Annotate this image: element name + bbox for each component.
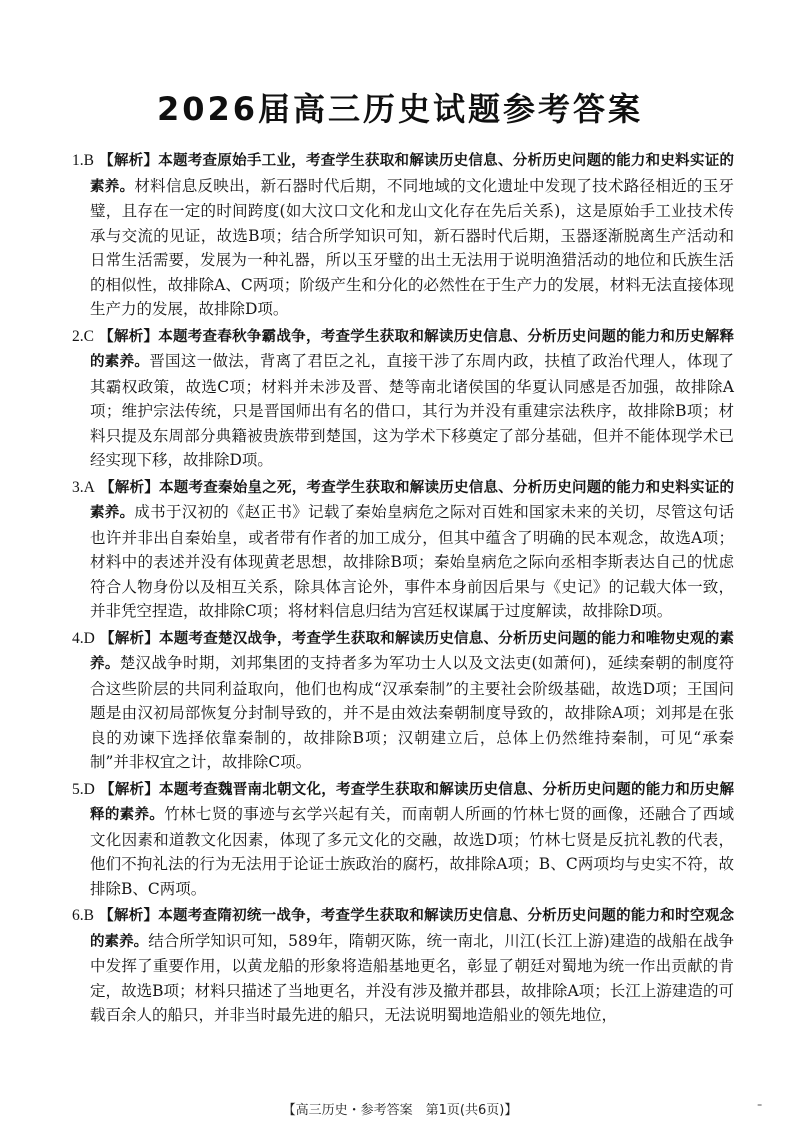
answer-text: 楚汉战争时期，刘邦集团的支持者多为军功士人以及文法吏(如萧何)，延续秦朝的制度符合这些阶层的共同利益取向，他们也构成“汉承秦制”的主要社会阶级基础，故选D项；王国问题是由汉初局部恢复分封制导致的，并不是由效法秦朝制度导致的，故排除A项；刘邦是在张良的劝谏下选择依靠秦制的，故排除B项；汉朝建立后，总体上仍然维持秦制，可见“承秦制”并非权宜之计，故排除C项。 (90, 654, 734, 771)
page-footer: 【高三历史・参考答案 第1页(共6页)】 (282, 1103, 518, 1118)
answer-number: 4.D (72, 629, 95, 647)
answer-lead: 【解析】本题考查魏晋南北朝文化，考查学生获取和解读历史信息、分析历史问题的能力和历史解释的素养。 (90, 781, 734, 823)
answer-item-3 (72, 475, 734, 624)
answer-text: 材料信息反映出，新石器时代后期，不同地域的文化遗址中发现了技术路径相近的玉牙璧，且存在一定的时间跨度(如大汶口文化和龙山文化存在先后关系)，这是原始手工业技术传承与交流的见证，故选B项；结合所学知识可知，新石器时代后期，玉器逐渐脱离生产活动和日常生活需要，发展为一种礼器，所以玉牙璧的出土无法用于说明渔猎活动的地位和氏族生活的相似性，故排除A、C两项；阶级产生和分化的必然性在于生产力的发展，材料无法直接体现生产力的发展，故排除D项。 (90, 176, 735, 318)
answer-text: 晋国这一做法，背离了君臣之礼，直接干涉了东周内政，扶植了政治代理人，体现了其霸权政策，故选C项；材料并未涉及晋、楚等南北诸侯国的华夏认同感是否加强，故排除A项；维护宗法传统，只是晋国师出有名的借口，其行为并没有重建宗法秩序，故排除B项；材料只提及东周部分典籍被贵族带到楚国，这为学术下移奠定了部分基础，但并不能体现学术已经实现下移，故排除D项。 (90, 352, 734, 469)
answer-number: 1.B (72, 152, 94, 169)
answer-number: 2.C (72, 327, 94, 345)
answer-number: 3.A (72, 478, 95, 496)
answer-lead: 【解析】本题考查秦始皇之死，考查学生获取和解读历史信息、分析历史问题的能力和史料实证的素养。 (90, 479, 734, 521)
answer-lead: 【解析】本题考查隋初统一战争，考查学生获取和解读历史信息、分析历史问题的能力和时空观念的素养。 (90, 908, 734, 950)
answer-item-4 (72, 626, 734, 775)
answer-lead: 【解析】本题考查楚汉战争，考查学生获取和解读历史信息、分析历史问题的能力和唯物史观的素养。 (90, 630, 734, 672)
corner-mark: ⁼ (757, 1102, 763, 1113)
answer-item-1 (72, 148, 734, 322)
answer-number: 6.B (72, 907, 94, 924)
answer-text: 成书于汉初的《赵正书》记载了秦始皇病危之际对百姓和国家未来的关切，尽管这句话也许并非出自秦始皇，或者带有作者的加工成分，但其中蕴含了明确的民本观念，故选A项；材料中的表述并没有体现黄老思想，故排除B项；秦始皇病危之际向丞相李斯表达自己的忧虑符合人物身份以及相互关系，除具体言论外，事件本身前因后果与《史记》的记载大体一致，并非凭空捏造，故排除C项；将材料信息归结为宫廷权谋属于过度解读，故排除D项。 (90, 503, 735, 620)
answer-item-6 (72, 903, 734, 1028)
answer-text: 竹林七贤的事迹与玄学兴起有关，而南朝人所画的竹林七贤的画像，还融合了西域文化因素和道教文化因素，体现了多元文化的交融，故选D项；竹林七贤是反抗礼教的代表，他们不拘礼法的行为无法用于论证士族政治的腐朽，故排除A项；B、C两项均与史实不符，故排除B、C两项。 (90, 805, 734, 898)
page-title: 2026届高三历史试题参考答案 (156, 90, 644, 128)
answer-lead: 【解析】本题考查原始手工业，考查学生获取和解读历史信息、分析历史问题的能力和史料实证的素养。 (90, 153, 734, 195)
answer-item-5 (72, 777, 734, 902)
answer-number: 5.D (72, 780, 95, 798)
answer-lead: 【解析】本题考查春秋争霸战争，考查学生获取和解读历史信息、分析历史问题的能力和历史解释的素养。 (90, 328, 734, 370)
answer-item-2 (72, 324, 734, 473)
answer-list (72, 148, 734, 1030)
answer-text: 结合所学知识可知，589年，隋朝灭陈，统一南北，川江(长江上游)建造的战船在战争中发挥了重要作用，以黄龙船的形象将造船基地更名，彰显了朝廷对蜀地为统一作出贡献的肯定，故选B项；材料只描述了当地更名，并没有涉及撤并郡县，故排除A项；长江上游建造的可载百余人的船只，并非当时最先进的船只，无法说明蜀地造船业的领先地位， (90, 931, 735, 1024)
